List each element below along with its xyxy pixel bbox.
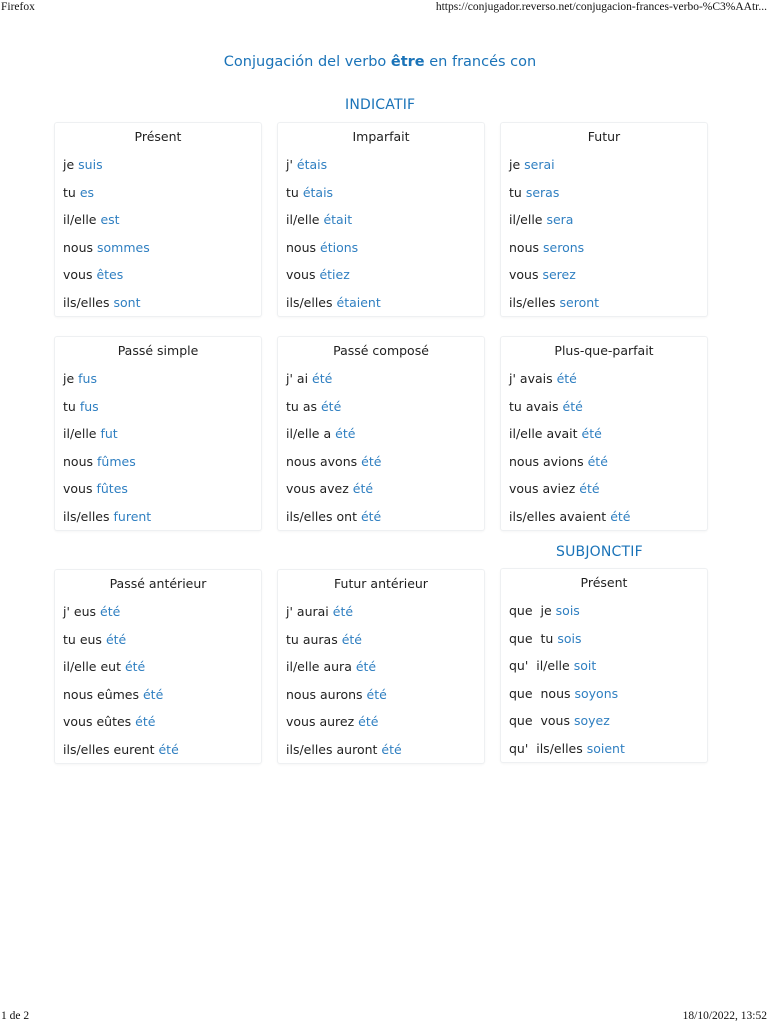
verb-form: été [335, 426, 356, 441]
conjugation-row [55, 179, 261, 207]
verb-form: été [610, 508, 631, 524]
pronoun: tu [286, 184, 299, 200]
page-title [0, 54, 760, 70]
conjugation-row [55, 448, 261, 476]
pronoun: ils/elles [286, 294, 333, 310]
auxiliary: eus [73, 604, 97, 619]
pronoun: tu [286, 398, 299, 414]
verb-form: sommes [97, 239, 150, 255]
tense-title: Présent [134, 129, 182, 144]
conjugation-row [278, 365, 484, 393]
conjugation-row [501, 625, 707, 653]
verb-form: été [352, 481, 374, 496]
verb-form: fut [100, 426, 118, 441]
tense-card-passe-simple [54, 336, 262, 531]
conjugation-row [55, 475, 261, 503]
pronoun: ils/elles [286, 508, 333, 524]
verb-form: soyez [573, 713, 610, 728]
section-title-indicatif: INDICATIF [345, 97, 416, 113]
verb-form: été [381, 741, 402, 757]
verb-form: étaient [336, 294, 381, 310]
pronoun: vous [286, 267, 316, 282]
tense-card-passe-anterieur [54, 569, 262, 764]
auxiliary: avais [519, 371, 553, 386]
pronoun: ils/elles [63, 741, 110, 757]
pronoun: vous [63, 481, 93, 496]
auxiliary: avait [546, 426, 578, 441]
pronoun: nous [63, 453, 94, 469]
tense-title: Passé composé [333, 343, 429, 358]
conjugation-row [55, 151, 261, 179]
auxiliary: eûtes [96, 714, 132, 729]
conjugation-row [55, 708, 261, 736]
pronoun: tu [509, 398, 522, 414]
conjugation-row [501, 151, 707, 179]
pronoun: il/elle [286, 212, 320, 227]
verb-form: sont [113, 294, 141, 310]
print-footer [0, 1010, 768, 1024]
verb-form: soyons [574, 685, 619, 701]
pronoun: nous [286, 239, 317, 255]
auxiliary: auras [302, 631, 338, 647]
verb-form: es [79, 184, 95, 200]
title-prefix: Conjugación del verbo [223, 54, 391, 70]
conjugation-row [501, 393, 707, 421]
pronoun: vous [63, 267, 93, 282]
conjugation-row [501, 289, 707, 317]
verb-form: étais [302, 184, 334, 200]
verb-form: soient [586, 740, 625, 756]
pronoun: tu [286, 631, 299, 647]
verb-form: serez [542, 267, 576, 282]
conjugation-row [55, 365, 261, 393]
tense-title: Futur [587, 129, 621, 144]
verb-form: été [341, 631, 362, 647]
verb-form: été [579, 481, 600, 496]
tense-title: Passé simple [117, 343, 199, 358]
verb-form: était [323, 212, 353, 227]
pronoun: il/elle [63, 212, 97, 227]
auxiliary: ont [336, 508, 357, 524]
tense-title: Futur antérieur [334, 576, 428, 591]
verb-form: été [366, 686, 387, 702]
verb-form: étais [296, 157, 328, 172]
conjugation-row [501, 234, 707, 262]
tense-card-futur-anterieur [277, 569, 485, 764]
conjugation-row [278, 653, 484, 681]
verb-form: été [158, 741, 179, 757]
section-title-subjonctif: SUBJONCTIF [556, 544, 643, 560]
pronoun: ils/elles [286, 741, 333, 757]
pronoun: qu' ils/elles [509, 740, 583, 756]
pronoun: vous [286, 481, 316, 496]
pronoun: vous [286, 714, 316, 729]
tense-title: Passé antérieur [109, 576, 207, 591]
auxiliary: aura [323, 659, 352, 674]
pronoun: tu [509, 184, 522, 200]
conjugation-row [278, 261, 484, 289]
page-url: https://conjugador.reverso.net/conjugacion-frances-verbo-%C3%AAtr... [435, 1, 767, 13]
pronoun: nous [509, 239, 540, 255]
pronoun: que nous [509, 685, 571, 701]
tense-card-imparfait [277, 122, 485, 317]
verb-form: été [358, 714, 379, 729]
pronoun: j' [63, 604, 70, 619]
pronoun: nous [63, 686, 94, 702]
pronoun: tu [63, 184, 76, 200]
verb-form: fus [79, 398, 99, 414]
conjugation-row [278, 179, 484, 207]
conjugation-row [501, 680, 707, 708]
tense-card-passe-compose [277, 336, 485, 531]
verb-form: été [320, 398, 342, 414]
pronoun: ils/elles [63, 508, 110, 524]
conjugation-row [278, 393, 484, 421]
conjugation-row [55, 420, 261, 448]
conjugation-row [278, 736, 484, 764]
pronoun: j' [509, 371, 516, 386]
conjugation-row [501, 448, 707, 476]
auxiliary: aviez [542, 481, 576, 496]
auxiliary: aurons [320, 686, 363, 702]
verb-form: étiez [319, 267, 350, 282]
conjugation-row [501, 707, 707, 735]
conjugation-row [55, 626, 261, 654]
pronoun: je [63, 371, 75, 386]
conjugation-row [55, 206, 261, 234]
tense-title: Plus-que-parfait [554, 343, 654, 358]
print-datetime: 18/10/2022, 13:52 [682, 1010, 767, 1022]
auxiliary: avons [320, 453, 358, 469]
verb-form: été [581, 426, 602, 441]
conjugation-row [278, 598, 484, 626]
app-name: Firefox [1, 1, 35, 13]
conjugation-row [55, 653, 261, 681]
conjugation-row [501, 261, 707, 289]
pronoun: qu' il/elle [509, 658, 570, 673]
pronoun: que vous [509, 713, 570, 728]
verb-form: suis [78, 157, 103, 172]
pronoun: que tu [509, 630, 554, 646]
title-suffix: en francés con [424, 54, 537, 70]
conjugation-row [501, 420, 707, 448]
verb-form: été [355, 659, 377, 674]
verb-form: furent [113, 508, 152, 524]
conjugation-row [55, 289, 261, 317]
verb-form: été [562, 398, 583, 414]
conjugation-row [501, 365, 707, 393]
pronoun: ils/elles [63, 294, 110, 310]
verb-form: seras [525, 184, 560, 200]
tense-title: Présent [580, 575, 628, 590]
pronoun: il/elle [509, 426, 543, 441]
tense-card-present [54, 122, 262, 317]
tense-title: Imparfait [352, 129, 410, 144]
pronoun: nous [286, 453, 317, 469]
auxiliary: eut [100, 659, 121, 674]
page-number: 1 de 2 [1, 1010, 30, 1022]
conjugation-row [278, 151, 484, 179]
pronoun: vous [509, 267, 539, 282]
verb-form: fûtes [96, 481, 128, 496]
pronoun: tu [63, 631, 76, 647]
verb-form: fûmes [97, 453, 136, 469]
verb-form: été [360, 508, 382, 524]
verb-form: soit [573, 658, 597, 673]
pronoun: je [509, 157, 521, 172]
verb-form: serai [524, 157, 555, 172]
pronoun: ils/elles [509, 508, 556, 524]
verb-form: été [312, 371, 333, 386]
pronoun: que je [509, 603, 552, 618]
conjugation-row [278, 234, 484, 262]
pronoun: tu [63, 398, 76, 414]
verb-form: été [135, 714, 156, 729]
print-header [0, 1, 768, 15]
pronoun: nous [286, 686, 317, 702]
conjugation-row [501, 735, 707, 763]
verb-form: sois [555, 603, 580, 618]
verb-form: êtes [96, 267, 124, 282]
pronoun: vous [509, 481, 539, 496]
tense-card-futur [500, 122, 708, 317]
conjugation-row [501, 503, 707, 531]
pronoun: il/elle [509, 212, 543, 227]
conjugation-row [55, 261, 261, 289]
auxiliary: eûmes [97, 686, 139, 702]
conjugation-row [501, 206, 707, 234]
verb-form: serons [543, 239, 585, 255]
conjugation-row [278, 420, 484, 448]
pronoun: ils/elles [509, 294, 556, 310]
conjugation-row [278, 475, 484, 503]
conjugation-row [501, 597, 707, 625]
auxiliary: avez [319, 481, 349, 496]
pronoun: j' [286, 371, 293, 386]
verb-form: été [556, 371, 577, 386]
conjugation-row [55, 681, 261, 709]
auxiliary: eus [79, 631, 102, 647]
conjugation-row [278, 681, 484, 709]
auxiliary: a [323, 426, 332, 441]
conjugation-row [278, 448, 484, 476]
tense-card-subjonctif-present [500, 568, 708, 763]
pronoun: nous [509, 453, 540, 469]
conjugation-row [278, 503, 484, 531]
conjugation-row [278, 708, 484, 736]
conjugation-row [278, 626, 484, 654]
verb-form: étions [320, 239, 359, 255]
conjugation-row [278, 206, 484, 234]
auxiliary: as [302, 398, 317, 414]
verb-form: sois [557, 630, 582, 646]
pronoun: nous [63, 239, 94, 255]
conjugation-row [55, 503, 261, 531]
pronoun: il/elle [63, 426, 97, 441]
pronoun: il/elle [63, 659, 97, 674]
pronoun: vous [63, 714, 93, 729]
conjugation-row [501, 652, 707, 680]
tense-card-plus-que-parfait [500, 336, 708, 531]
pronoun: j' [286, 604, 293, 619]
pronoun: il/elle [286, 659, 320, 674]
conjugation-row [55, 736, 261, 764]
conjugation-row [55, 393, 261, 421]
conjugation-row [501, 179, 707, 207]
auxiliary: auront [336, 741, 378, 757]
pronoun: il/elle [286, 426, 320, 441]
conjugation-row [501, 475, 707, 503]
verb-form: est [100, 212, 120, 227]
verb-form: seront [559, 294, 600, 310]
verb-form: été [105, 631, 127, 647]
verb-form: été [100, 604, 121, 619]
verb-form: été [361, 453, 382, 469]
verb-form: été [142, 686, 164, 702]
verb-form: fus [78, 371, 97, 386]
conjugation-row [55, 598, 261, 626]
pronoun: je [63, 157, 75, 172]
verb-form: été [587, 453, 608, 469]
conjugation-row [55, 234, 261, 262]
verb-form: été [332, 604, 354, 619]
pronoun: j' [286, 157, 293, 172]
auxiliary: eurent [113, 741, 155, 757]
conjugation-row [278, 289, 484, 317]
auxiliary: ai [296, 371, 309, 386]
auxiliary: avais [525, 398, 559, 414]
title-verb: être [390, 54, 425, 70]
auxiliary: avions [543, 453, 584, 469]
auxiliary: aurez [319, 714, 355, 729]
auxiliary: avaient [559, 508, 607, 524]
auxiliary: aurai [296, 604, 329, 619]
verb-form: sera [546, 212, 574, 227]
verb-form: été [124, 659, 146, 674]
